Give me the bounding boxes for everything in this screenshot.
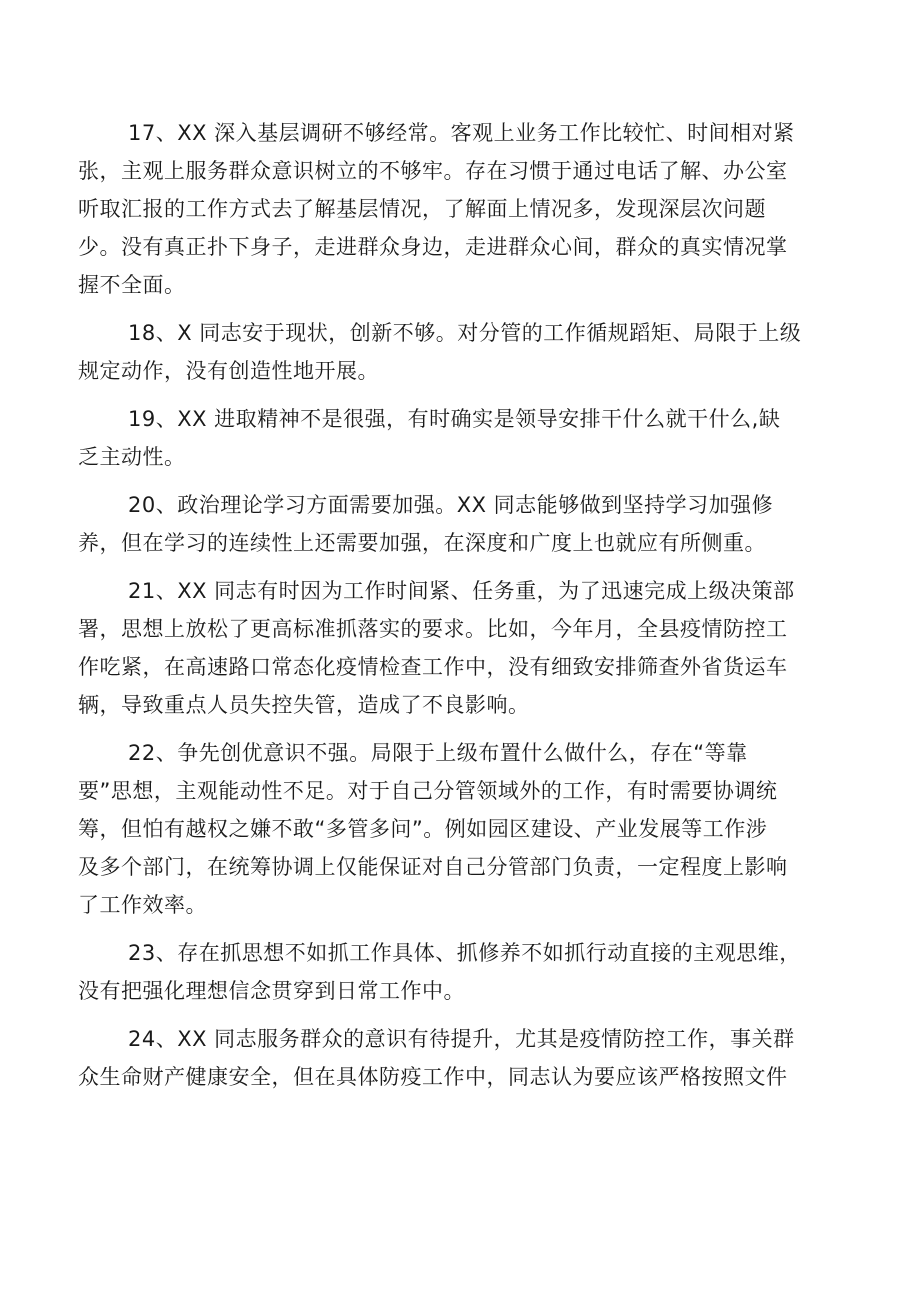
text-line: 17、XX 深入基层调研不够经常。客观上业务工作比较忙、时间相对紧 [128,121,795,145]
paragraph-19 [78,400,842,476]
text-line: 了工作效率。 [78,893,207,917]
paragraph-17 [78,114,842,304]
paragraph-20 [78,486,842,562]
text-line: 18、X 同志安于现状，创新不够。对分管的工作循规蹈矩、局限于上级 [128,321,802,345]
text-line: 辆，导致重点人员失控失管，造成了不良影响。 [78,693,530,717]
text-line: 23、存在抓思想不如抓工作具体、抓修养不如抓行动直接的主观思维， [128,941,801,965]
text-line: 筹，但怕有越权之嫌不敢“多管多问”。例如园区建设、产业发展等工作涉 [78,817,768,841]
text-line: 署，思想上放松了更高标准抓落实的要求。比如，今年月，全县疫情防控工 [78,617,788,641]
text-line: 乏主动性。 [78,445,186,469]
paragraph-18 [78,314,842,390]
text-line: 要”思想，主观能动性不足。对于自己分管领域外的工作，有时需要协调统 [78,779,778,803]
paragraph-23 [78,934,842,1010]
text-line: 20、政治理论学习方面需要加强。XX 同志能够做到坚持学习加强修 [128,493,774,517]
document-body [78,114,842,1106]
text-line: 听取汇报的工作方式去了解基层情况，了解面上情况多，发现深层次问题 [78,197,766,221]
text-line: 及多个部门，在统筹协调上仅能保证对自己分管部门负责，一定程度上影响 [78,855,788,879]
text-line: 21、XX 同志有时因为工作时间紧、任务重，为了迅速完成上级决策部 [128,579,795,603]
text-line: 握不全面。 [78,273,186,297]
paragraph-21 [78,572,842,724]
text-line: 养，但在学习的连续性上还需要加强，在深度和广度上也就应有所侧重。 [78,531,766,555]
paragraph-24 [78,1020,842,1096]
text-line: 24、XX 同志服务群众的意识有待提升，尤其是疫情防控工作，事关群 [128,1027,795,1051]
text-line: 作吃紧，在高速路口常态化疫情检查工作中，没有细致安排筛查外省货运车 [78,655,788,679]
text-line: 规定动作，没有创造性地开展。 [78,359,379,383]
text-line: 19、XX 进取精神不是很强，有时确实是领导安排干什么就干什么,缺 [128,407,781,431]
text-line: 张，主观上服务群众意识树立的不够牢。存在习惯于通过电话了解、办公室 [78,159,788,183]
text-line: 众生命财产健康安全，但在具体防疫工作中，同志认为要应该严格按照文件 [78,1065,788,1089]
text-line: 少。没有真正扑下身子，走进群众身边，走进群众心间，群众的真实情况掌 [78,235,788,259]
text-line: 22、争先创优意识不强。局限于上级布置什么做什么，存在“等靠 [128,741,748,765]
text-line: 没有把强化理想信念贯穿到日常工作中。 [78,979,465,1003]
paragraph-22 [78,734,842,924]
